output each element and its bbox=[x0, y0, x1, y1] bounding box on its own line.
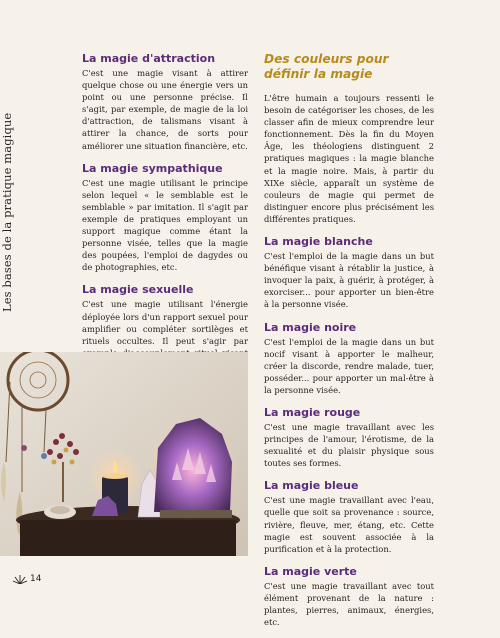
left-column bbox=[82, 52, 248, 393]
section-noire bbox=[264, 321, 434, 396]
intro-text: L'être humain a toujours ressenti le besoin de catégoriser les choses, de les classer afin de mieux comprendre leur fonctionnement. Dès la fin du Moyen Âge, les théologiens distinguent 2 pratiques magiques : la magie blanche et la magie noire. Mais, à partir du XIXe siècle, apparaît un système de couleurs de magie qui permet de distinguer encore plus précisément les différentes pratiques. bbox=[264, 93, 434, 224]
section-text: C'est une magie travaillant avec l'eau, quelle que soit sa provenance : source, rivière, fleuve, mer, étang, etc. Cette magie est souvent associée à la purification et à la protection. bbox=[264, 495, 434, 554]
section-text: C'est une magie utilisant l'énergie déployée lors d'un rapport sexuel pour amplifier ou compléter sortilèges et rituels occultes. Il peut s'agir par bbox=[82, 299, 248, 346]
section-title: La magie sexuelle bbox=[82, 283, 194, 297]
section-text: C'est l'emploi de la magie dans un but bénéfique visant à rétablir la justice, à invoquer la paix, à guérir, à protéger, à exorciser... pour apporter un bien-être à la personne visée. bbox=[264, 251, 434, 310]
section-title: La magie sympathique bbox=[82, 161, 223, 175]
section-attraction bbox=[82, 52, 248, 152]
section-text: C'est une magie utilisant le principe selon lequel « le semblable est le semblable » par imitation. Il s'agit par exemple de pratiques employant un support magique comme étant la personne visée, telles que la magie des poupées, l'emploi de dagydes ou de photographies, etc. bbox=[82, 177, 248, 273]
crystal-candle-illustration bbox=[0, 352, 248, 556]
section-title: La magie blanche bbox=[264, 235, 373, 249]
section-sympathique bbox=[82, 162, 248, 274]
section-text: C'est une magie travaillant avec les principes de l'amour, l'érotisme, de la sexualité et du plaisir physique sous toutes ses formes. bbox=[264, 421, 434, 469]
section-bleue bbox=[264, 479, 434, 554]
section-title: La magie d'attraction bbox=[82, 52, 216, 65]
section-title: La magie verte bbox=[264, 564, 357, 578]
running-head: Les bases de la pratique magique bbox=[0, 112, 14, 312]
right-column bbox=[264, 52, 434, 638]
section-blanche bbox=[264, 235, 434, 310]
colors-heading: Des couleurs pour définir la magie bbox=[264, 52, 389, 81]
altar-photo bbox=[0, 352, 248, 556]
section-text: C'est l'emploi de la magie dans un but nocif visant à apporter le malheur, créer la discorde, rendre malade, tuer, posséder... pour apporter un mal-être à la personne visée. bbox=[264, 336, 434, 395]
sparkle-icon bbox=[12, 574, 28, 584]
section-title: La magie bleue bbox=[264, 479, 359, 493]
page-number bbox=[12, 574, 41, 584]
section-text: C'est une magie travaillant avec tout élément provenant de la nature : plantes, pierres, animaux, énergies, etc. bbox=[264, 580, 434, 628]
intro-block bbox=[264, 92, 434, 225]
section-text: C'est une magie visant à attirer quelque chose ou une énergie vers un point ou une personne précise. Il s'agit, par exemple, de magie de la loi d'attraction, de talismans visant à attirer la chance, de sorts pour améliorer une situation financière, etc. bbox=[82, 68, 248, 151]
section-title: La magie noire bbox=[264, 320, 357, 334]
section-verte bbox=[264, 565, 434, 628]
section-title: La magie rouge bbox=[264, 405, 361, 419]
page-number-text: 14 bbox=[30, 574, 42, 584]
section-rouge bbox=[264, 406, 434, 469]
